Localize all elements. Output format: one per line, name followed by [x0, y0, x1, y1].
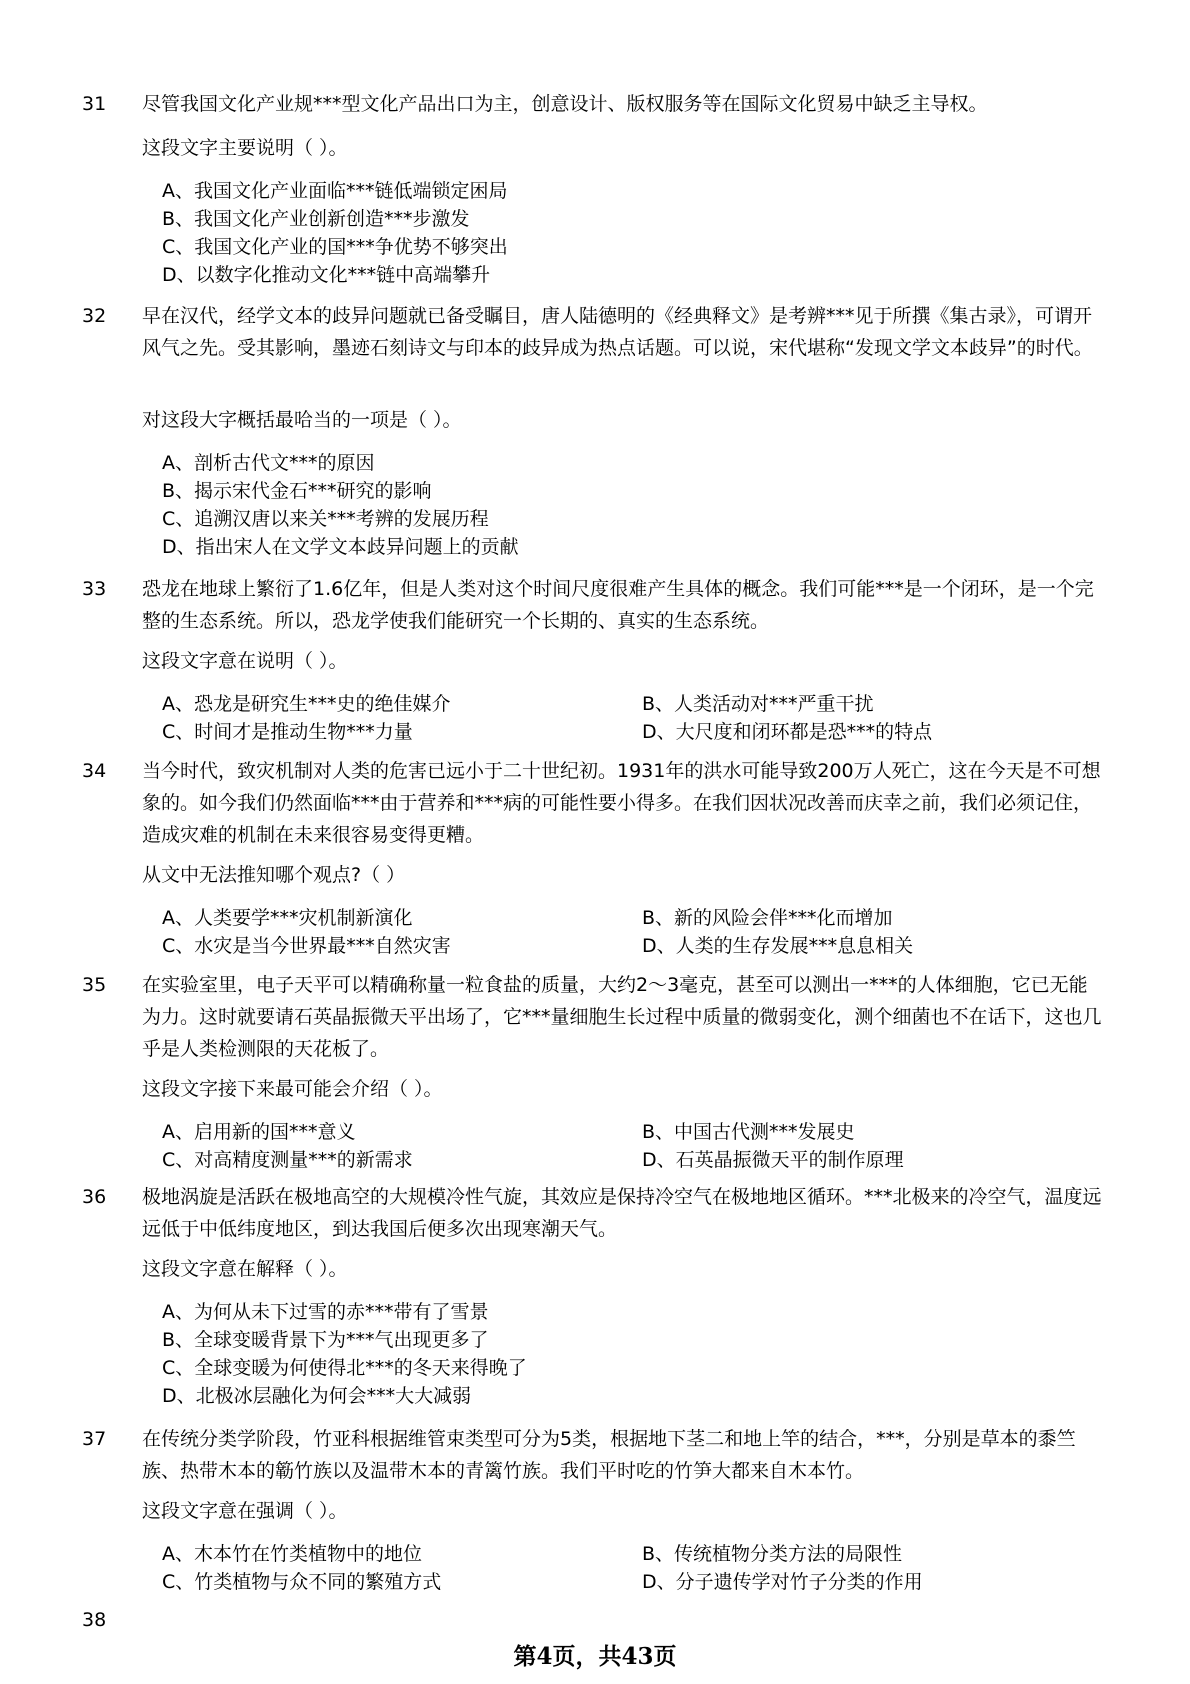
option-b: B、传统植物分类方法的局限性 — [642, 1543, 903, 1565]
option-a: A、剖析古代文***的原因 — [162, 452, 375, 474]
option-d: D、石英晶振微天平的制作原理 — [642, 1149, 904, 1171]
option-b: B、新的风险会伴***化而增加 — [642, 907, 893, 929]
question-prompt: 从文中无法推知哪个观点?（ ） — [142, 864, 406, 886]
question-stem: 早在汉代，经学文本的歧异问题就已备受瞩目，唐人陆德明的《经典释文》是考辨***见于所撰《集古录》，可谓开风气之先。受其影响，墨迹石刻诗文与印本的歧异成为热点话题。可以说，宋代堪称“发现文学文本歧异”的时代。 — [142, 305, 1093, 359]
question-number: 32 — [82, 305, 107, 327]
question-number: 36 — [82, 1186, 107, 1208]
question-stem: 极地涡旋是活跃在极地高空的大规模冷性气旋，其效应是保持冷空气在极地地区循环。***北极来的冷空气，温度远远低于中低纬度地区，到达我国后便多次出现寒潮天气。 — [142, 1186, 1102, 1240]
option-c: C、水灾是当今世界最***自然灾害 — [162, 935, 451, 957]
option-a: A、恐龙是研究生***史的绝佳媒介 — [162, 693, 451, 715]
option-d: D、人类的生存发展***息息相关 — [642, 935, 914, 957]
page-footer: 第4页，共43页 — [513, 1643, 677, 1670]
question-stem: 在传统分类学阶段，竹亚科根据维管束类型可分为5类，根据地下茎二和地上竿的结合，***，分别是草本的黍竺族、热带木本的簕竹族以及温带木本的青篱竹族。我们平时吃的竹笋大都来自木本竹。 — [142, 1428, 1076, 1482]
option-c: C、竹类植物与众不同的繁殖方式 — [162, 1571, 442, 1593]
question-number: 33 — [82, 578, 107, 600]
option-d: D、北极冰层融化为何会***大大减弱 — [162, 1385, 472, 1407]
option-c: C、对高精度测量***的新需求 — [162, 1149, 413, 1171]
question-stem: 恐龙在地球上繁衍了1.6亿年，但是人类对这个时间尺度很难产生具体的概念。我们可能***是一个闭环，是一个完整的生态系统。所以，恐龙学使我们能研究一个长期的、真实的生态系统。 — [142, 578, 1094, 632]
question-number: 31 — [82, 93, 107, 115]
question-number: 38 — [82, 1609, 107, 1631]
option-d: D、分子遗传学对竹子分类的作用 — [642, 1571, 923, 1593]
question-prompt: 这段文字意在强调（ ）。 — [142, 1500, 348, 1522]
option-a: A、人类要学***灾机制新演化 — [162, 907, 413, 929]
question-prompt: 这段文字意在解释（ ）。 — [142, 1258, 348, 1280]
question-stem: 尽管我国文化产业规***型文化产品出口为主，创意设计、版权服务等在国际文化贸易中缺乏主导权。 — [142, 93, 988, 115]
question-stem: 当今时代，致灾机制对人类的危害已远小于二十世纪初。1931年的洪水可能导致200万人死亡，这在今天是不可想象的。如今我们仍然面临***由于营养和***病的可能性要小得多。在我们因状况改善而庆幸之前，我们必须记住，造成灾难的机制在未来很容易变得更糟。 — [142, 760, 1101, 846]
option-a: A、启用新的国***意义 — [162, 1121, 356, 1143]
question-number: 37 — [82, 1428, 107, 1450]
question-stem: 在实验室里，电子天平可以精确称量一粒食盐的质量，大约2～3毫克，甚至可以测出一***的人体细胞，它已无能为力。这时就要请石英晶振微天平出场了，它***量细胞生长过程中质量的微弱变化，测个细菌也不在话下，这也几乎是人类检测限的天花板了。 — [142, 974, 1102, 1060]
option-c: C、全球变暖为何使得北***的冬天来得晚了 — [162, 1357, 527, 1379]
option-c: C、我国文化产业的国***争优势不够突出 — [162, 236, 508, 258]
option-a: A、为何从未下过雪的赤***带有了雪景 — [162, 1301, 489, 1323]
option-d: D、大尺度和闭环都是恐***的特点 — [642, 721, 933, 743]
option-d: D、以数字化推动文化***链中高端攀升 — [162, 264, 491, 286]
question-prompt: 这段文字意在说明（ ）。 — [142, 650, 348, 672]
question-prompt: 对这段大字概括最哈当的一项是（ ）。 — [142, 409, 462, 431]
option-d: D、指出宋人在文学文本歧异问题上的贡献 — [162, 536, 519, 558]
question-prompt: 这段文字主要说明（ ）。 — [142, 137, 348, 159]
question-number: 34 — [82, 760, 107, 782]
option-b: B、揭示宋代金石***研究的影响 — [162, 480, 432, 502]
option-c: C、时间才是推动生物***力量 — [162, 721, 413, 743]
option-b: B、全球变暖背景下为***气出现更多了 — [162, 1329, 489, 1351]
question-number: 35 — [82, 974, 107, 996]
option-b: B、我国文化产业创新创造***步激发 — [162, 208, 470, 230]
option-c: C、追溯汉唐以来关***考辨的发展历程 — [162, 508, 489, 530]
option-b: B、人类活动对***严重干扰 — [642, 693, 874, 715]
option-a: A、木本竹在竹类植物中的地位 — [162, 1543, 422, 1565]
question-prompt: 这段文字接下来最可能会介绍（ ）。 — [142, 1078, 443, 1100]
option-a: A、我国文化产业面临***链低端锁定困局 — [162, 180, 508, 202]
option-b: B、中国古代测***发展史 — [642, 1121, 855, 1143]
